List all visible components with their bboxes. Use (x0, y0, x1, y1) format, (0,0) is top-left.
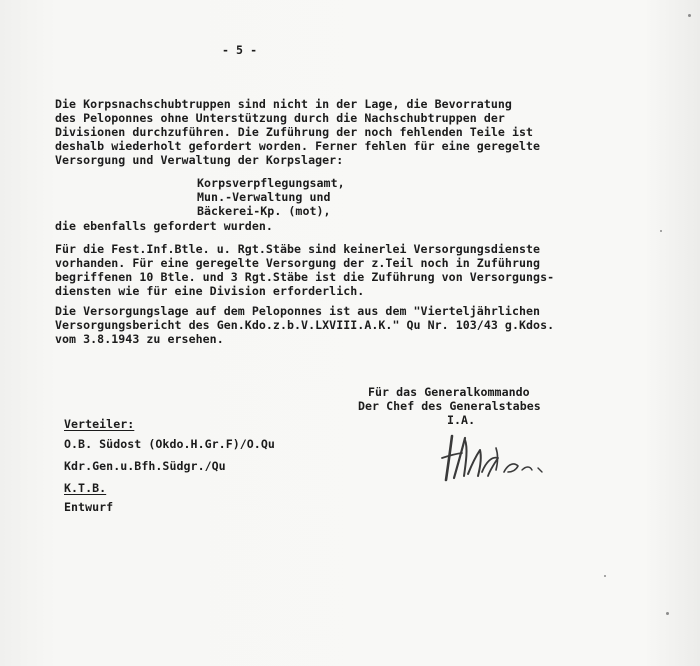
list-item: Korpsverpflegungsamt, (197, 176, 345, 190)
list-item: Bäckerei-Kp. (mot), (197, 204, 331, 218)
paragraph-1-end: die ebenfalls gefordert wurden. (55, 219, 273, 233)
paragraph-1-line-1: Die Korpsnachschubtruppen sind nicht in der Lage, die Bevorratung (55, 97, 512, 111)
paragraph-2-line-1: Für die Fest.Inf.Btle. u. Rgt.Stäbe sind keinerlei Versorgungsdienste (55, 242, 541, 256)
paragraph-2-line-3: begriffenen 10 Btle. und 3 Rgt.Stäbe ist die Zuführung von Versorgungs- (55, 270, 555, 284)
handwritten-signature (438, 428, 550, 486)
signature-line-2: Der Chef des Generalstabes (358, 399, 541, 413)
paper-speck (604, 575, 606, 577)
paragraph-2-line-4: diensten wie für eine Division erforderlich. (55, 284, 365, 298)
paragraph-1-line-3: Divisionen durchzuführen. Die Zuführung der noch fehlenden Teile ist (55, 125, 534, 139)
paragraph-1-line-5: Versorgung und Verwaltung der Korpslager: (55, 153, 344, 167)
distribution-item: Entwurf (64, 500, 114, 514)
distribution-heading: Verteiler: (64, 417, 135, 431)
page-number: - 5 - (222, 43, 258, 57)
paragraph-3-line-2: Versorgungsbericht des Gen.Kdo.z.b.V.LXVIII.A.K." Qu Nr. 103/43 g.Kdos. (55, 318, 555, 332)
paper-speck (688, 14, 691, 17)
paragraph-3-line-1: Die Versorgungslage auf dem Peloponnes ist aus dem "Vierteljährlichen (55, 304, 541, 318)
distribution-item: Kdr.Gen.u.Bfh.Südgr./Qu (64, 459, 226, 473)
signature-line-3: I.A. (447, 413, 476, 427)
distribution-item: O.B. Südost (Okdo.H.Gr.F)/O.Qu (64, 437, 275, 451)
list-item: Mun.-Verwaltung und (197, 190, 331, 204)
distribution-item: K.T.B. (64, 481, 107, 495)
paper-speck (666, 612, 669, 615)
paragraph-2-line-2: vorhanden. Für eine geregelte Versorgung der z.Teil noch in Zuführung (55, 256, 541, 270)
paragraph-1-line-2: des Peloponnes ohne Unterstützung durch die Nachschubtruppen der (55, 111, 505, 125)
paragraph-1-line-4: deshalb wiederholt gefordert worden. Ferner fehlen für eine geregelte (55, 139, 541, 153)
paper-speck (660, 230, 662, 232)
paragraph-3-line-3: vom 3.8.1943 zu ersehen. (55, 332, 224, 346)
signature-line-1: Für das Generalkommando (368, 385, 530, 399)
